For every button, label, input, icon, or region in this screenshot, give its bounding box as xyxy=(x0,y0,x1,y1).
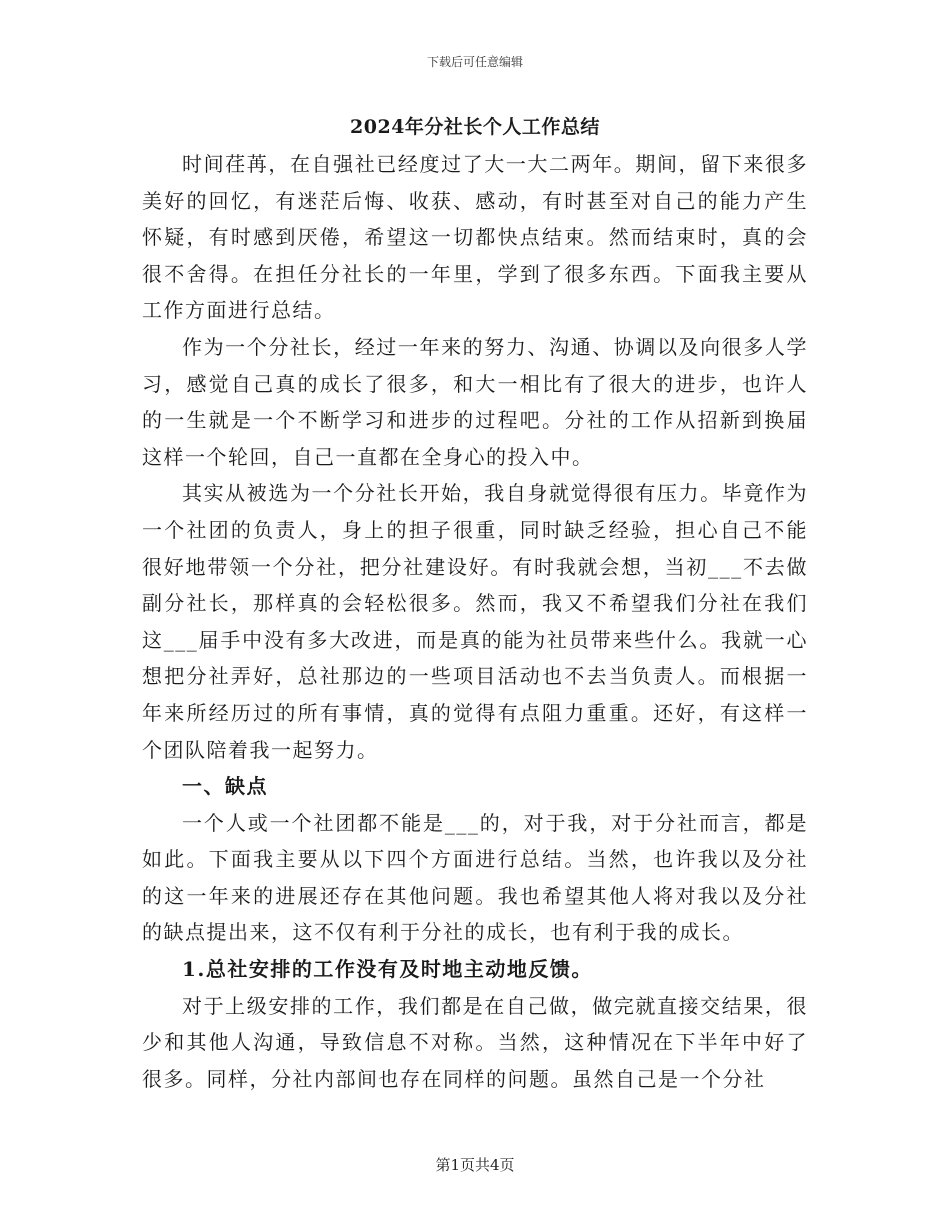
paragraph: 作为一个分社长，经过一年来的努力、沟通、协调以及向很多人学习，感觉自己真的成长了很多，和大一相比有了很大的进步，也许人的一生就是一个不断学习和进步的过程吧。分社的工作从招新到换届这样一个轮回，自己一直都在全身心的投入中。 xyxy=(142,334,808,469)
section-heading: 一、缺点 xyxy=(182,774,268,799)
paragraph: 时间荏苒，在自强社已经度过了大一大二两年。期间，留下来很多美好的回忆，有迷茫后悔、收获、感动，有时甚至对自己的能力产生怀疑，有时感到厌倦，希望这一切都快点结束。然而结束时，真的会很不舍得。在担任分社长的一年里，学到了很多东西。下面我主要从工作方面进行总结。 xyxy=(142,152,808,323)
paragraph: 对于上级安排的工作，我们都是在自己做，做完就直接交结果，很少和其他人沟通，导致信息不对称。当然，这种情况在下半年中好了很多。同样，分社内部间也存在同样的问题。虽然自己是一个分社 xyxy=(142,993,808,1091)
subsection-heading: 1.总社安排的工作没有及时地主动地反馈。 xyxy=(182,957,593,982)
page-number: 第1页共4页 xyxy=(435,1156,515,1174)
paragraph: 其实从被选为一个分社长开始，我自身就觉得很有压力。毕竟作为一个社团的负责人，身上的担子很重，同时缺乏经验，担心自己不能很好地带领一个分社，把分社建设好。有时我就会想，当初___不去做副分社长，那样真的会轻松很多。然而，我又不希望我们分社在我们这___届手中没有多大改进，而是真的能为社员带来些什么。我就一心想把分社弄好，总社那边的一些项目活动也不去当负责人。而根据一年来所经历过的所有事情，真的觉得有点阻力重重。还好，有这样一个团队陪着我一起努力。 xyxy=(142,481,808,762)
paragraph: 一个人或一个社团都不能是___的，对于我，对于分社而言，都是如此。下面我主要从以下四个方面进行总结。当然，也许我以及分社的这一年来的进展还存在其他问题。我也希望其他人将对我以及分社的缺点提出来，这不仅有利于分社的成长，也有利于我的成长。 xyxy=(142,810,808,945)
header-note: 下载后可任意编辑 xyxy=(426,55,523,69)
document-title: 2024年分社长个人工作总结 xyxy=(350,116,600,138)
document-body xyxy=(142,146,808,1097)
